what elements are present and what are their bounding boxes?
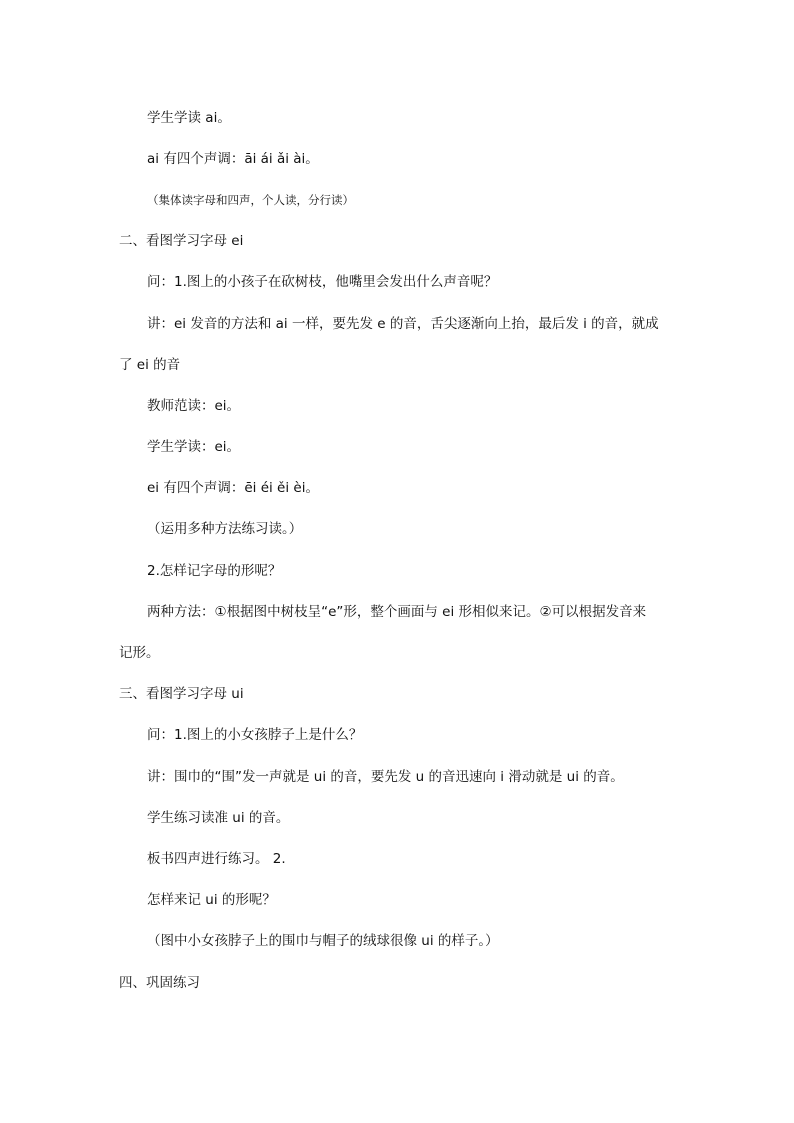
text-line: （图中小女孩脖子上的围巾与帽子的绒球很像 ui 的样子。） xyxy=(147,933,499,949)
text-line: ei 有四个声调：ēi éi ěi èi。 xyxy=(147,480,319,496)
text-line: 了 ei 的音 xyxy=(119,357,181,373)
text-line: 学生学读 ai。 xyxy=(147,110,231,126)
section-heading: 三、看图学习字母 ui xyxy=(119,686,244,702)
section-heading: 四、巩固练习 xyxy=(119,975,200,991)
text-line: 问：1.图上的小女孩脖子上是什么？ xyxy=(147,727,363,743)
text-line: 2.怎样记字母的形呢？ xyxy=(147,563,282,579)
text-line: 板书四声进行练习。 2. xyxy=(147,851,286,867)
text-line: 讲：围巾的“围”发一声就是 ui 的音，要先发 u 的音迅速向 i 滑动就是 ui 的音。 xyxy=(147,769,624,785)
section-heading: 二、看图学习字母 ei xyxy=(119,233,244,249)
text-line: 问：1.图上的小孩子在砍树枝，他嘴里会发出什么声音呢？ xyxy=(147,274,498,290)
text-line: 学生学读：ei。 xyxy=(147,439,241,455)
text-line: ai 有四个声调：āi ái ǎi ài。 xyxy=(147,151,319,167)
text-line: 记形。 xyxy=(119,645,160,661)
text-line: 讲：ei 发音的方法和 ai 一样，要先发 e 的音，舌尖逐渐向上抬，最后发 i 的音，就成 xyxy=(147,316,659,332)
text-line: 教师范读：ei。 xyxy=(147,398,241,414)
text-line: （集体读字母和四声，个人读，分行读） xyxy=(147,193,354,207)
text-line: 怎样来记 ui 的形呢？ xyxy=(147,892,276,908)
text-line: （运用多种方法练习读。） xyxy=(147,521,303,537)
text-line: 学生练习读准 ui 的音。 xyxy=(147,810,290,826)
text-line: 两种方法：①根据图中树枝呈“e”形，整个画面与 ei 形相似来记。②可以根据发音来 xyxy=(147,604,647,620)
